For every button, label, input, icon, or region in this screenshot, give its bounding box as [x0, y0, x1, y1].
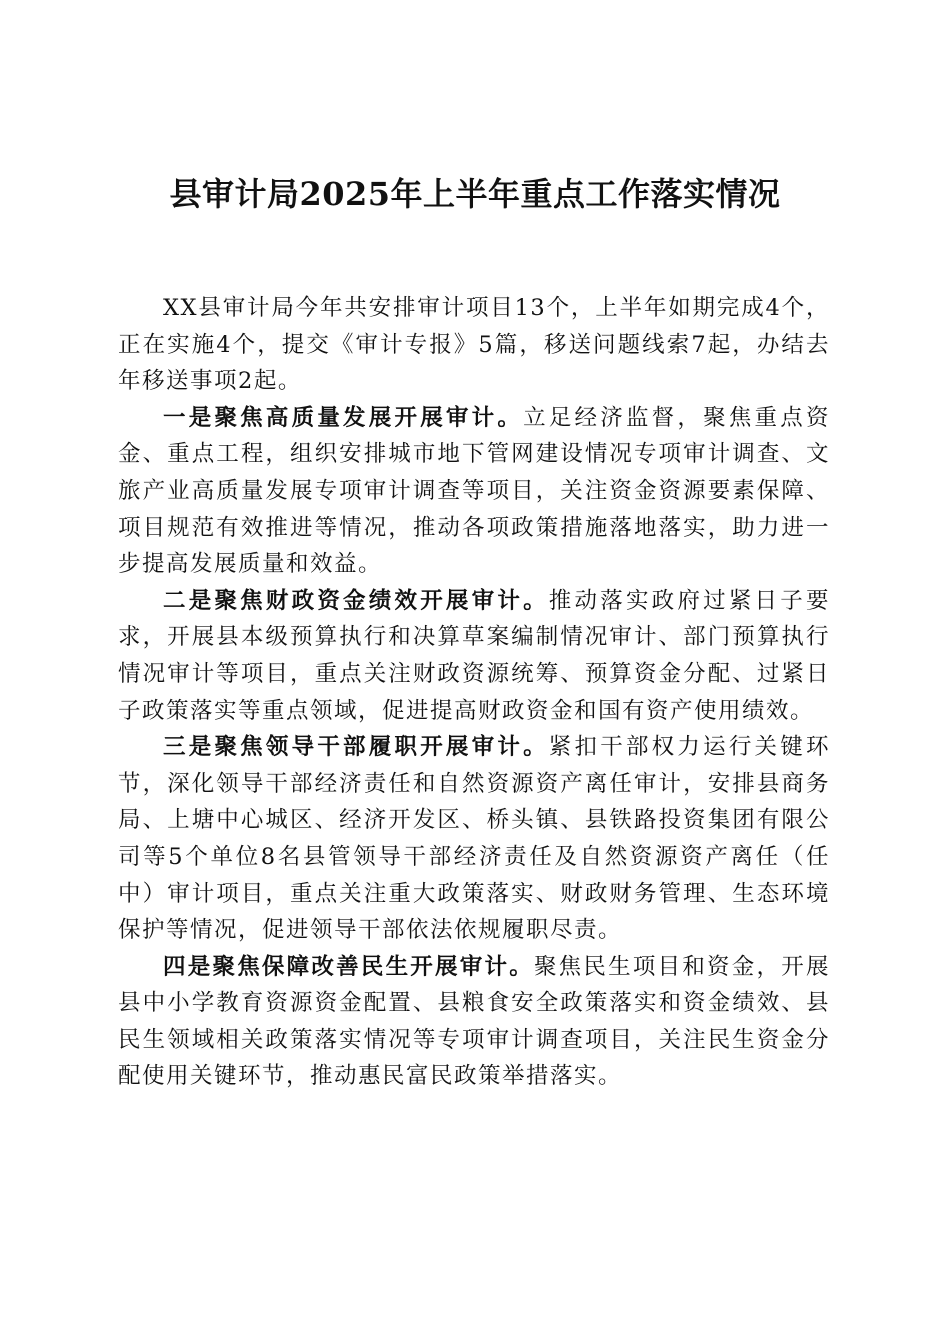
section-body-1: 立足经济监督，聚焦重点资金、重点工程，组织安排城市地下管网建设情况专项审计调查、文旅产业高质量发展专项审计调查等项目，关注资金资源要素保障、项目规范有效推进等情况，推动各项政策措施落地落实，助力进一步提高发展质量和效益。 [118, 404, 830, 578]
section-paragraph-3 [118, 729, 830, 949]
section-lead-3: 三是聚焦领导干部履职开展审计。 [163, 734, 549, 761]
section-paragraph-1 [118, 400, 830, 583]
document-body [118, 290, 830, 1095]
document-title: 县审计局2025年上半年重点工作落实情况 [169, 175, 781, 213]
section-lead-2: 二是聚焦财政资金绩效开展审计。 [163, 587, 549, 614]
section-body-3: 紧扣干部权力运行关键环节，深化领导干部经济责任和自然资源资产离任审计，安排县商务局、上塘中心城区、经济开发区、桥头镇、县铁路投资集团有限公司等5个单位8名县管领导干部经济责任及自然资源资产离任（任中）审计项目，重点关注重大政策落实、财政财务管理、生态环境保护等情况，促进领导干部依法依规履职尽责。 [118, 734, 830, 944]
section-lead-4: 四是聚焦保障改善民生开展审计。 [163, 953, 534, 980]
intro-paragraph: XX县审计局今年共安排审计项目13个，上半年如期完成4个，正在实施4个，提交《审计专报》5篇，移送问题线索7起，办结去年移送事项2起。 [118, 295, 830, 395]
section-paragraph-4 [118, 949, 830, 1095]
section-body-4: 聚焦民生项目和资金，开展县中小学教育资源资金配置、县粮食安全政策落实和资金绩效、县民生领域相关政策落实情况等专项审计调查项目，关注民生资金分配使用关键环节，推动惠民富民政策举措落实。 [118, 953, 830, 1090]
section-body-2: 推动落实政府过紧日子要求，开展县本级预算执行和决算草案编制情况审计、部门预算执行情况审计等项目，重点关注财政资源统筹、预算资金分配、过紧日子政策落实等重点领域，促进提高财政资金和国有资产使用绩效。 [118, 587, 830, 724]
section-paragraph-2 [118, 583, 830, 729]
section-lead-1: 一是聚焦高质量发展开展审计。 [163, 404, 524, 431]
